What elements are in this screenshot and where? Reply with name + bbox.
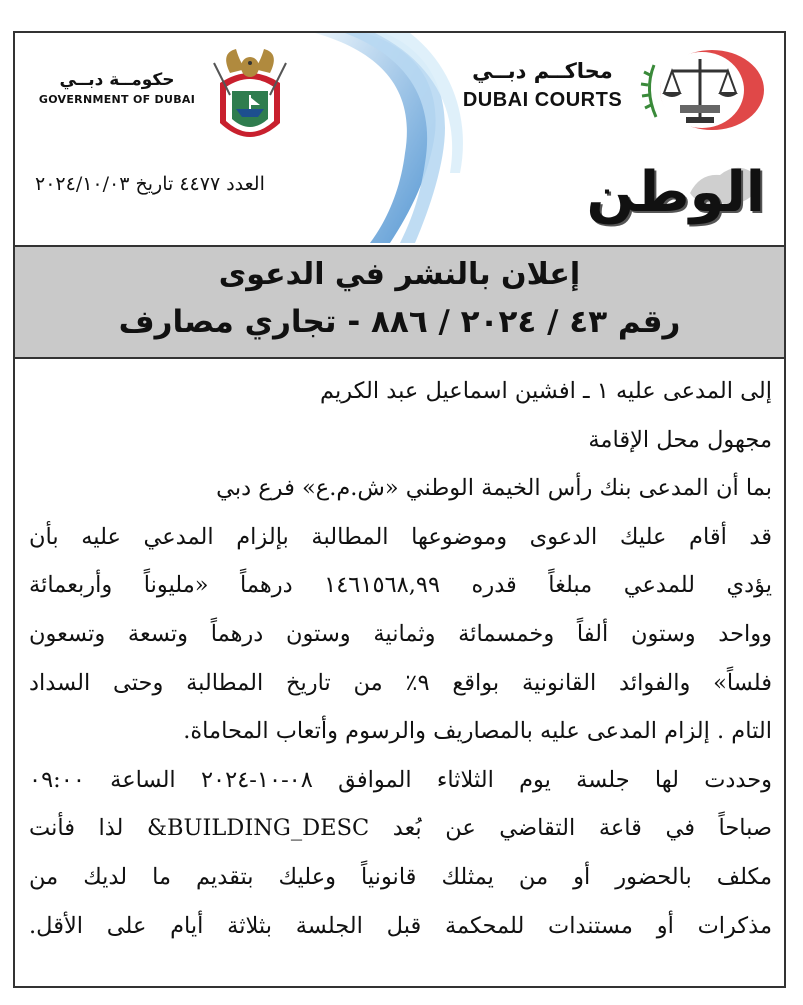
issue-number-and-date: العدد ٤٤٧٧ تاريخ ٢٠٢٤/١٠/٠٣ [35,173,265,195]
body-line: التام . إلزام المدعى عليه بالمصاريف والرسوم وأتعاب المحاماة. [183,718,772,745]
body-line: صباحاً في قاعة التقاضي عن بُعد BUILDING_DESC& لذا فأنت [29,815,772,842]
body-line: فلساً» والفوائد القانونية بواقع ٩٪ من تاريخ المطالبة وحتى السداد [29,669,772,696]
body-line: قد أقام عليك الدعوى وموضوعها المطالبة بإلزام المدعي عليه بأن [29,523,772,550]
body-line: مكلف بالحضور أو من يمثلك قانونياً وعليك بتقديم ما لديك من [29,863,772,890]
newspaper-masthead [560,153,765,233]
body-line: وواحد وستون ألفاً وخمسمائة وثمانية وستون درهماً وتسعة وتسعون [29,620,772,647]
government-of-dubai-logo-text [37,69,197,106]
announcement-frame [13,31,786,988]
body-line: مجهول محل الإقامة [588,426,772,453]
header [15,33,784,243]
body-line: مذكرات أو مستندات للمحكمة قبل الجلسة بثلاثة أيام على الأقل. [29,912,772,939]
courts-name-english: DUBAI COURTS [462,89,623,111]
falcon-emblem-icon [200,43,300,153]
government-name-arabic: حكومــة دبــي [59,70,175,90]
dubai-courts-logo-text [460,57,625,112]
courts-name-arabic: محاكــم دبــي [472,59,613,83]
announcement-title: إعلان بالنشر في الدعوى [218,257,581,292]
body-line: وحددت لها جلسة يوم الثلاثاء الموافق ٠٨-١٠-٢٠٢٤ الساعة ٠٩:٠٠ [29,766,773,793]
body-line: إلى المدعى عليه ١ ـ افشين اسماعيل عبد الكريم [319,378,772,404]
body-line: يؤدي للمدعي مبلغاً قدره ١٤٦١٥٦٨,٩٩ درهماً «مليوناً وأربعمائة [29,572,773,599]
announcement-body [29,367,772,950]
scales-of-justice-icon [632,45,767,135]
body-line: بما أن المدعى بنك رأس الخيمة الوطني «ش.م.ع» فرع دبي [216,475,772,502]
government-name-english: GOVERNMENT OF DUBAI [38,93,196,106]
announcement-title-band [15,245,784,359]
newspaper-title: الوطن [586,160,765,225]
case-number: رقم ٤٣ / ٢٠٢٤ / ٨٨٦ - تجاري مصارف [118,304,681,340]
